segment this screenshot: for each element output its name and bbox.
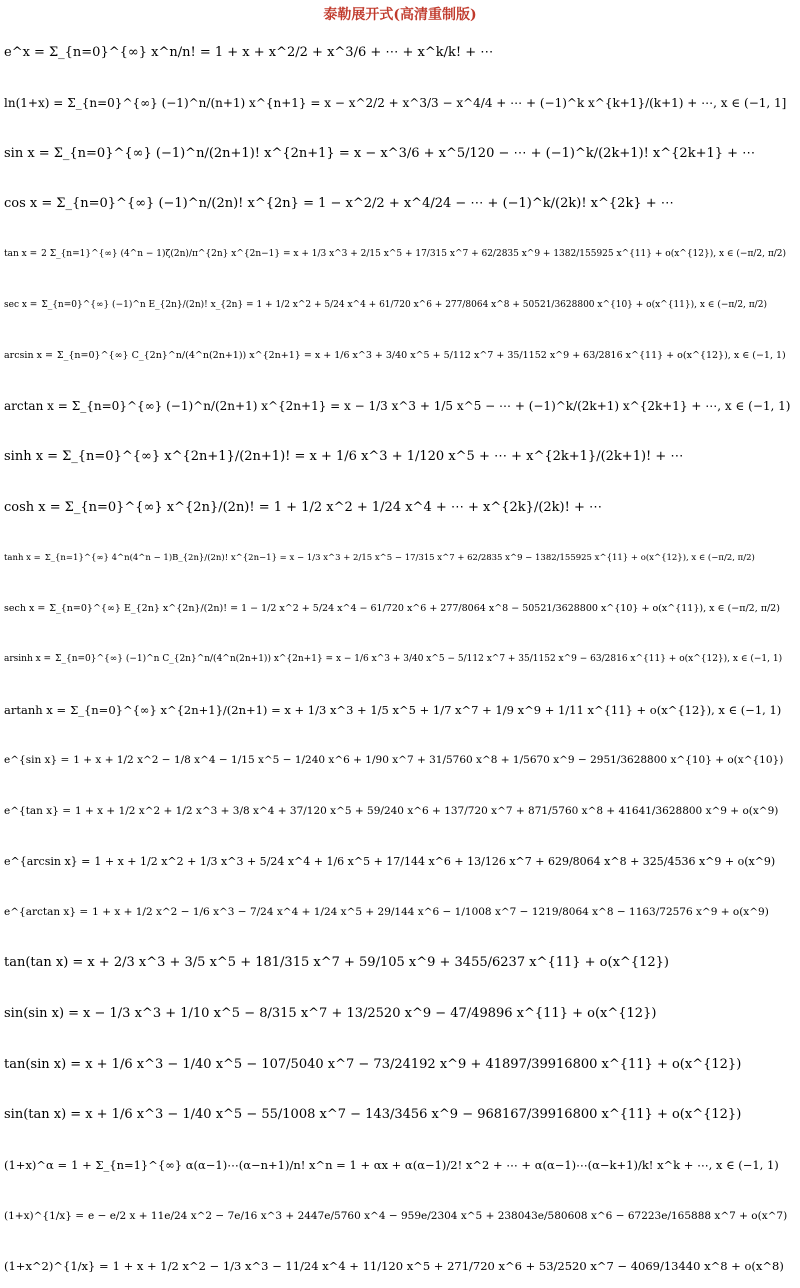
equation-rhs: Σ_{n=0}^{∞} (−1)^n C_{2n}^n/(4^n(2n+1)) x^{2n+1} = x − 1/6 x^3 + 3/40 x^5 − 5/112 x^7 + 35/1152 x^9 − 63/2816 x^{11} + o(x^{12}), x ∈ (−1, 1): [55, 654, 783, 665]
equation-rhs: 1 + x + 1/2 x^2 − 1/6 x^3 − 7/24 x^4 + 1/24 x^5 + 29/144 x^6 − 1/1008 x^7 − 1219/8064 x^8 − 1163/72576 x^9 + o(x^9): [92, 906, 769, 919]
equation-rhs: x + 2/3 x^3 + 3/5 x^5 + 181/315 x^7 + 59/105 x^9 + 3455/6237 x^{11} + o(x^{12}): [87, 955, 669, 971]
equation-lhs: e^{tan x} =: [4, 805, 72, 817]
equation-lhs: e^x =: [4, 44, 45, 60]
equation-row: [4, 688, 781, 732]
equation-lhs: e^{arcsin x} =: [4, 855, 91, 869]
equation-row: [4, 890, 769, 934]
equation-row: [4, 435, 683, 479]
equation-lhs: (1+x)^{1/x} =: [4, 1209, 85, 1222]
equation-lhs: arcsin x =: [4, 350, 53, 362]
equation-row: [4, 941, 669, 985]
equation-rhs: 1 + x + 1/2 x^2 − 1/8 x^4 − 1/15 x^5 − 1/240 x^6 + 1/90 x^7 + 31/5760 x^8 + 1/5670 x^9 − 2951/3628800 x^{10} + o(x^{10}): [73, 754, 784, 767]
equation-row: [4, 738, 783, 782]
equation-lhs: cos x =: [4, 196, 53, 212]
equation-rhs: Σ_{n=0}^{∞} (−1)^n/(n+1) x^{n+1} = x − x^2/2 + x^3/3 − x^4/4 + ⋯ + (−1)^k x^{k+1}/(k+1) + ⋯, x ∈ (−1, 1]: [67, 95, 787, 110]
equation-row: [4, 232, 786, 276]
equation-lhs: tanh x =: [4, 553, 41, 563]
equation-rhs: Σ_{n=0}^{∞} (−1)^n/(2n+1) x^{2n+1} = x − 1/3 x^3 + 1/5 x^5 − ⋯ + (−1)^k/(2k+1) x^{2k+1} + ⋯, x ∈ (−1, 1): [71, 399, 791, 414]
equation-row: [4, 789, 778, 833]
equation-lhs: e^{arctan x} =: [4, 906, 89, 919]
equation-lhs: sech x =: [4, 603, 46, 615]
equation-row: [4, 131, 755, 175]
equation-rhs: Σ_{n=0}^{∞} x^n/n! = 1 + x + x^2/2 + x^3/6 + ⋯ + x^k/k! + ⋯: [48, 44, 494, 60]
equation-row: [4, 1042, 741, 1086]
equation-rhs: 1 + x + 1/2 x^2 + 1/3 x^3 + 5/24 x^4 + 1/6 x^5 + 17/144 x^6 + 13/126 x^7 + 629/8064 x^8 + 325/4536 x^9 + o(x^9): [94, 855, 776, 869]
equation-row: [4, 587, 780, 631]
equation-rhs: x − 1/3 x^3 + 1/10 x^5 − 8/315 x^7 + 13/2520 x^9 − 47/49896 x^{11} + o(x^{12}): [83, 1005, 657, 1021]
equation-row: [4, 334, 786, 378]
equation-rhs: 1 + x + 1/2 x^2 + 1/2 x^3 + 3/8 x^4 + 37/120 x^5 + 59/240 x^6 + 137/720 x^7 + 871/5760 x^8 + 41641/3628800 x^9 + o(x^9): [75, 805, 779, 817]
equation-lhs: tan(tan x) =: [4, 955, 84, 971]
document-title: 泰勒展开式(高清重制版): [323, 7, 477, 23]
equation-rhs: Σ_{n=1}^{∞} 4^n(4^n − 1)B_{2n}/(2n)! x^{2n−1} = x − 1/3 x^3 + 2/15 x^5 − 17/315 x^7 + 62/2835 x^9 − 1382/155925 x^{11} + o(x^{12}), x ∈ (−π/2, π/2): [44, 553, 755, 563]
equation-rhs: 1 + Σ_{n=1}^{∞} α(α−1)⋯(α−n+1)/n! x^n = 1 + αx + α(α−1)/2! x^2 + ⋯ + α(α−1)⋯(α−k+1)/k! x^k + ⋯, x ∈ (−1, 1): [71, 1158, 779, 1173]
equation-lhs: sec x =: [4, 300, 38, 310]
equation-rhs: Σ_{n=0}^{∞} x^{2n+1}/(2n+1)! = x + 1/6 x^3 + 1/120 x^5 + ⋯ + x^{2k+1}/(2k+1)! + ⋯: [62, 449, 684, 465]
equation-lhs: sin(sin x) =: [4, 1005, 80, 1021]
equation-rhs: Σ_{n=0}^{∞} E_{2n} x^{2n}/(2n)! = 1 − 1/2 x^2 + 5/24 x^4 − 61/720 x^6 + 277/8064 x^8 − 50521/3628800 x^{10} + o(x^{11}), x ∈ (−π/2, π/2): [49, 603, 780, 615]
equation-lhs: sin(tan x) =: [4, 1107, 82, 1123]
equation-row: [4, 1143, 779, 1187]
equation-rhs: Σ_{n=0}^{∞} (−1)^n/(2n)! x^{2n} = 1 − x^2/2 + x^4/24 − ⋯ + (−1)^k/(2k)! x^{2k} + ⋯: [56, 196, 674, 212]
equation-lhs: ln(1+x) =: [4, 95, 64, 110]
equation-row: [4, 637, 782, 681]
equation-rhs: x + 1/6 x^3 − 1/40 x^5 − 55/1008 x^7 − 143/3456 x^9 − 968167/39916800 x^{11} + o(x^{12}): [85, 1107, 742, 1123]
equation-lhs: (1+x^2)^{1/x} =: [4, 1259, 109, 1274]
equation-lhs: artanh x =: [4, 702, 67, 717]
equation-lhs: (1+x)^α =: [4, 1158, 68, 1173]
equation-row: [4, 283, 767, 327]
equation-row: [4, 182, 674, 226]
equation-lhs: e^{sin x} =: [4, 754, 70, 767]
equation-row: [4, 81, 786, 125]
equation-lhs: sinh x =: [4, 449, 59, 465]
equation-rhs: Σ_{n=0}^{∞} x^{2n}/(2n)! = 1 + 1/2 x^2 + 1/24 x^4 + ⋯ + x^{2k}/(2k)! + ⋯: [64, 499, 603, 515]
equation-rhs: 1 + x + 1/2 x^2 − 1/3 x^3 − 11/24 x^4 + 11/120 x^5 + 271/720 x^6 + 53/2520 x^7 − 4069/13440 x^8 + o(x^8): [112, 1259, 784, 1274]
equation-row: [4, 1093, 741, 1137]
equation-lhs: cosh x =: [4, 499, 61, 515]
equation-row: [4, 536, 755, 580]
equation-lhs: arsinh x =: [4, 654, 52, 665]
equation-row: [4, 840, 775, 884]
equation-rhs: x + 1/6 x^3 − 1/40 x^5 − 107/5040 x^7 − 73/24192 x^9 + 41897/39916800 x^{11} + o(x^{12}): [85, 1056, 742, 1072]
equation-lhs: sin x =: [4, 145, 50, 161]
equation-lhs: arctan x =: [4, 399, 68, 414]
equation-row: [4, 1244, 784, 1288]
equation-rhs: e − e/2 x + 11e/24 x^2 − 7e/16 x^3 + 2447e/5760 x^4 − 959e/2304 x^5 + 238043e/580608 x^6 − 67223e/165888 x^7 + o(x^7): [88, 1209, 788, 1222]
equation-rhs: Σ_{n=0}^{∞} (−1)^n E_{2n}/(2n)! x_{2n} = 1 + 1/2 x^2 + 5/24 x^4 + 61/720 x^6 + 277/8064 x^8 + 50521/3628800 x^{10} + o(x^{11}), x ∈ (−π/2, π/2): [41, 300, 767, 310]
equation-rhs: 2 Σ_{n=1}^{∞} (4^n − 1)ζ(2n)/π^{2n} x^{2n−1} = x + 1/3 x^3 + 2/15 x^5 + 17/315 x^7 + 62/2835 x^9 + 1382/155925 x^{11} + o(x^{12}), x ∈ (−π/2, π/2): [41, 249, 787, 260]
equation-row: [4, 384, 791, 428]
equation-rhs: Σ_{n=0}^{∞} C_{2n}^n/(4^n(2n+1)) x^{2n+1} = x + 1/6 x^3 + 3/40 x^5 + 5/112 x^7 + 35/1152 x^9 + 63/2816 x^{11} + o(x^{12}), x ∈ (−1, 1): [56, 350, 786, 362]
equation-lhs: tan x =: [4, 249, 38, 260]
equation-row: [4, 991, 656, 1035]
equation-rhs: Σ_{n=0}^{∞} (−1)^n/(2n+1)! x^{2n+1} = x − x^3/6 + x^5/120 − ⋯ + (−1)^k/(2k+1)! x^{2k+1} + ⋯: [53, 145, 756, 161]
equation-lhs: tan(sin x) =: [4, 1056, 82, 1072]
equation-row: [4, 485, 602, 529]
equation-rhs: Σ_{n=0}^{∞} x^{2n+1}/(2n+1) = x + 1/3 x^3 + 1/5 x^5 + 1/7 x^7 + 1/9 x^9 + 1/11 x^{11} + o(x^{12}), x ∈ (−1, 1): [70, 702, 782, 717]
equation-row: [4, 1194, 787, 1238]
equation-row: [4, 30, 493, 74]
